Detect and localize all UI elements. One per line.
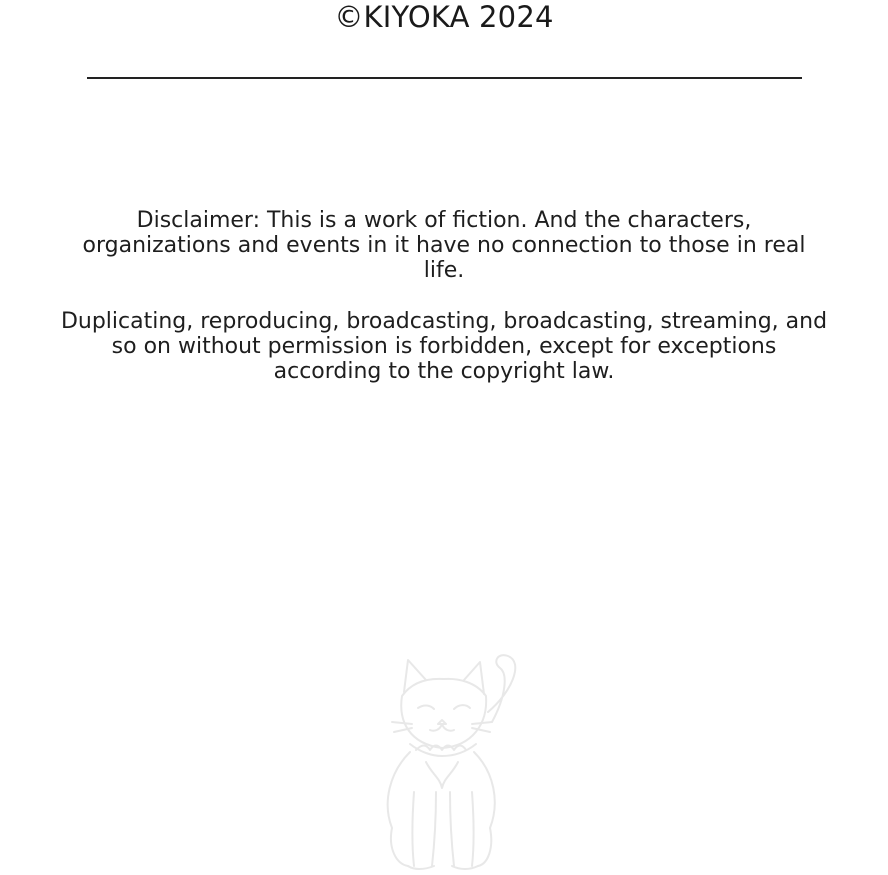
copyright-notice-paragraph: Duplicating, reproducing, broadcasting, broadcasting, streaming, and so on without permission is forbidden, except for exceptions according to the copyright law. bbox=[60, 309, 828, 384]
cat-watermark-icon bbox=[352, 652, 532, 872]
disclaimer-text bbox=[60, 208, 828, 384]
copyright-title: ©KIYOKA 2024 bbox=[334, 0, 554, 34]
disclaimer-paragraph: Disclaimer: This is a work of fiction. And the characters, organizations and events in it have no connection to those in real life. bbox=[82, 208, 806, 283]
divider-line bbox=[87, 77, 802, 79]
